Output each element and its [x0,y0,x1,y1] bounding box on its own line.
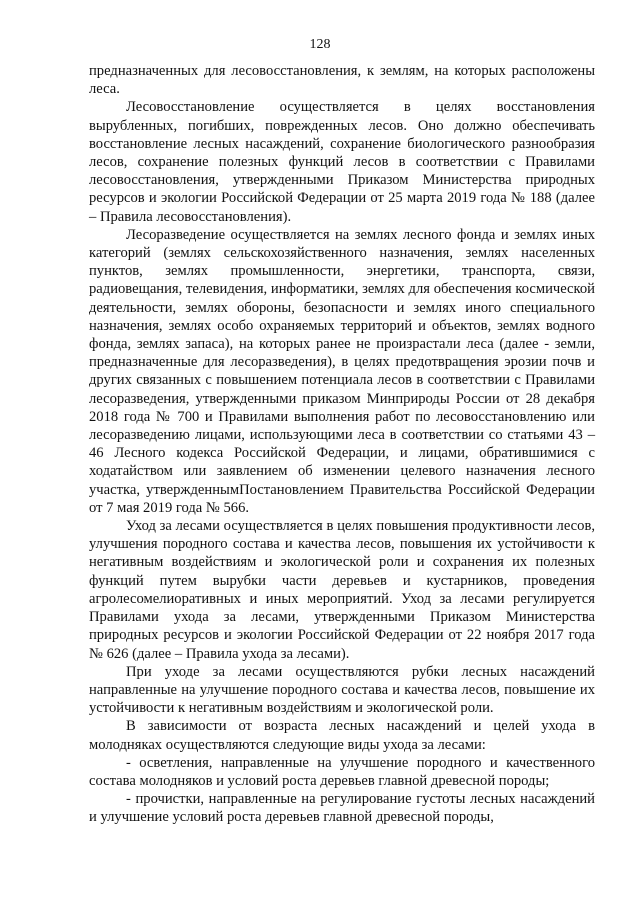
page-number: 128 [309,37,331,52]
paragraph-care-types-intro: В зависимости от возраста лесных насаждений и целей ухода в молодняках осуществляются следующие виды ухода за лесами: [89,718,595,753]
list-item-clarification: - осветления, направленные на улучшение породного и качественного состава молодняков и условий роста деревьев главной древесной породы; [89,754,595,789]
paragraph-afforestation: Лесоразведение осуществляется на землях лесного фонда и землях иных категорий (землях сельскохозяйственного назначения, землях населенных пунктов, землях промышленности, энергетики, транспорта, связи, радиовещания, телевидения, информатики, землях для обеспечения космической деятельности, землях обороны, безопасности и землях иного специального назначения, землях особо охраняемых территорий и объектов, землях водного фонда, землях запаса), на которых ранее не произрастали леса (далее - земли, предназначенные для лесоразведения), в целях предотвращения эрозии почв и других связанных с повышением потенциала лесов в соответствии с Правилами лесоразведения, утвержденными приказом Минприроды России от 28 декабря 2018 года № 700 и Правилами выполнения работ по лесовосстановлению или лесоразведению лицами, использующими леса в соответствии со статьями 43 – 46 Лесного кодекса Российской Федерации, и лицами, обратившимися с ходатайством или заявлением об изменении целевого назначения лесного участка, утвержденнымПостановлением Правительства Российской Федерации от 7 мая 2019 года № 566. [89,226,595,516]
paragraph-reforestation: Лесовосстановление осуществляется в целях восстановления вырубленных, погибших, поврежденных лесов. Оно должно обеспечивать восстановление лесных насаждений, сохранение биологического разнообразия лесов, сохранение полезных функций лесов в соответствии с Правилами лесовосстановления, утвержденными Приказом Министерства природных ресурсов и экологии Российской Федерации от 25 марта 2019 года № 188 (далее – Правила лесовосстановления). [89,99,595,225]
list-item-cleaning: - прочистки, направленные на регулирование густоты лесных насаждений и улучшение условий роста деревьев главной древесной породы, [89,791,595,826]
paragraph-continuation: предназначенных для лесовосстановления, к землям, на которых расположены леса. [89,63,595,98]
paragraph-forest-care: Уход за лесами осуществляется в целях повышения продуктивности лесов, улучшения породного состава и качества лесов, повышения их устойчивости к негативным воздействиям и экологической роли и сохранения их полезных функций путем вырубки части деревьев и кустарников, проведения агролесомелиоративных и иных мероприятий. Уход за лесами регулируется Правилами ухода за лесами, утвержденными Приказом Министерства природных ресурсов и экологии Российской Федерации от 22 ноября 2017 года № 626 (далее – Правила ухода за лесами). [89,518,595,662]
paragraph-care-felling: При уходе за лесами осуществляются рубки лесных насаждений направленные на улучшение породного состава и качества лесов, повышение их устойчивости к негативным воздействиям и экологической роли. [89,663,595,717]
text-column [89,62,595,827]
